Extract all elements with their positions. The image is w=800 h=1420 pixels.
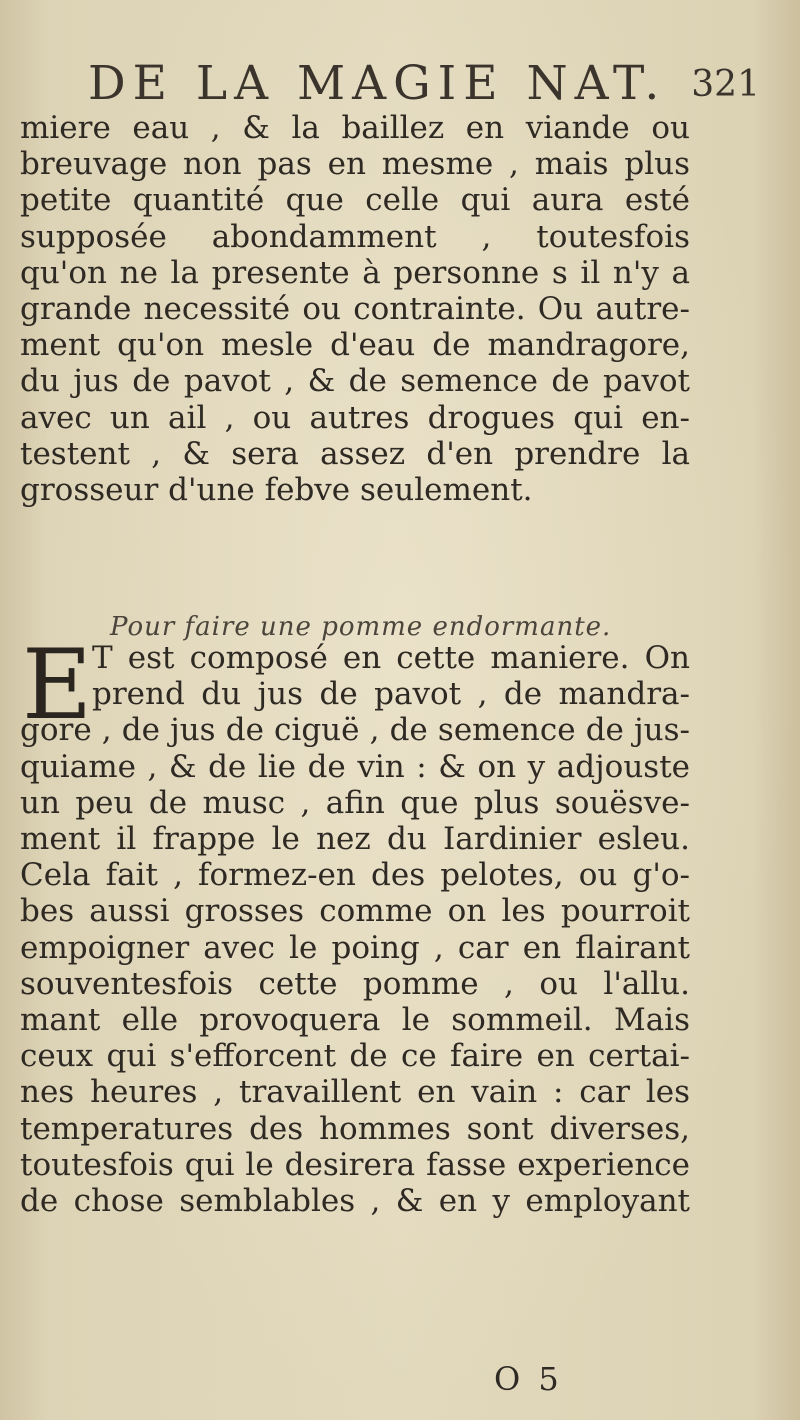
text-line: nes heures , travaillent en vain : car les xyxy=(20,1074,690,1111)
text-line: prend du jus de pavot , de mandra- xyxy=(92,676,690,713)
text-line: grande necessité ou contrainte. Ou autre- xyxy=(20,291,690,328)
text-line: supposée abondamment , toutesfois xyxy=(20,218,690,255)
text-line: avec un ail , ou autres drogues qui en- xyxy=(20,399,690,436)
section-subtitle: Pour faire une pomme endormante. xyxy=(110,612,612,642)
paragraph-2 xyxy=(20,629,690,1220)
text-line: testent , & sera assez d'en prendre la xyxy=(20,435,690,472)
text-line: T est composé en cette maniere. On xyxy=(92,640,690,676)
signature-mark: O 5 xyxy=(494,1360,563,1398)
text-line: breuvage non pas en mesme , mais plus xyxy=(20,146,690,183)
text-line: du jus de pavot , & de semence de pavot xyxy=(20,363,690,400)
text-line: Cela fait , formez-en des pelotes, ou g'o- xyxy=(20,857,690,894)
text-line: mant elle provoquera le sommeil. Mais xyxy=(20,1002,690,1039)
text-line: un peu de musc , afin que plus souësve- xyxy=(20,784,690,821)
page-number: 321 xyxy=(691,64,760,105)
text-line: souventesfois cette pomme , ou l'allu. xyxy=(20,965,690,1002)
text-line: ment qu'on mesle d'eau de mandragore, xyxy=(20,327,690,364)
text-line: bes aussi grosses comme on les pourroit xyxy=(20,893,690,930)
text-line: empoigner avec le poing , car en flairant xyxy=(20,929,690,966)
text-line: grosseur d'une febve seulement. xyxy=(20,472,533,509)
text-line: toutesfois qui le desirera fasse experience xyxy=(20,1146,690,1183)
text-line: qu'on ne la presente à personne s il n'y a xyxy=(20,254,690,291)
text-line: ment il frappe le nez du Iardinier esleu. xyxy=(20,821,690,858)
page-header xyxy=(70,56,770,112)
drop-cap-initial: E xyxy=(22,629,93,741)
text-line: temperatures des hommes sont diverses, xyxy=(20,1110,690,1147)
text-line: de chose semblables , & en y employant xyxy=(20,1183,690,1220)
running-title: DE LA MAGIE NAT. xyxy=(88,56,667,111)
text-line: gore , de jus de ciguë , de semence de jus- xyxy=(20,712,690,749)
text-line: miere eau , & la baillez en viande ou xyxy=(20,110,690,146)
text-line: petite quantité que celle qui aura esté xyxy=(20,182,690,219)
text-line: quiame , & de lie de vin : & on y adjouste xyxy=(20,748,690,785)
paragraph-1 xyxy=(20,110,690,508)
text-line: ceux qui s'efforcent de ce faire en certai- xyxy=(20,1038,690,1075)
